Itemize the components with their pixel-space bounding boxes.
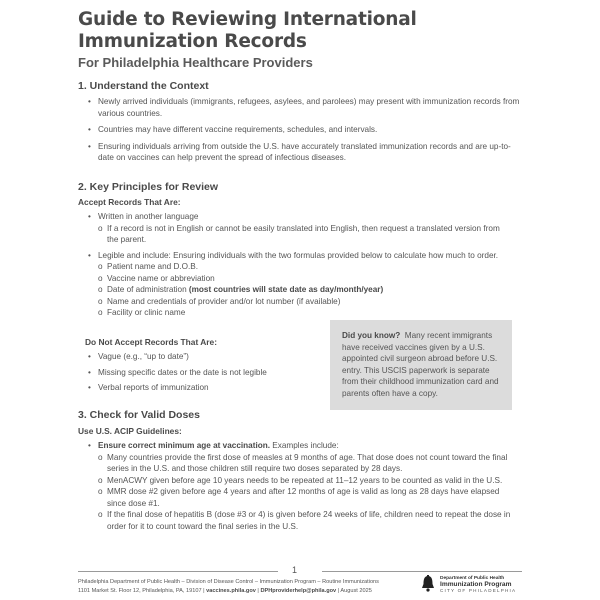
sub-item: o MMR dose #2 given before age 4 years and after 12 months of age is valid as long as 28 days have elapsed bbox=[98, 487, 500, 496]
section-3-list bbox=[98, 440, 524, 532]
list-item bbox=[98, 211, 524, 246]
sub-item-text: Name and credentials of provider and/or lot number (if available) bbox=[107, 296, 341, 306]
sub-item: o Name and credentials of provider and/or lot number (if available) bbox=[98, 296, 341, 306]
sub-item-text: Vaccine name or abbreviation bbox=[107, 273, 215, 283]
list-item: • Ensuring individuals arriving from outside the U.S. have accurately translated immunization records and are up-to-date on vaccines can help prevent the spread of infectious diseases. bbox=[98, 141, 524, 164]
sub-item-text: series in the U.S. and those children still require two doses separated by 28 days. bbox=[107, 464, 403, 473]
footer-address: 1101 Market St. Floor 12, Philadelphia, PA, 19107 | bbox=[78, 588, 207, 594]
section-2-heading: 2. Key Principles for Review bbox=[78, 181, 219, 193]
page-subtitle: For Philadelphia Healthcare Providers bbox=[78, 55, 313, 70]
immunization-program-logo bbox=[420, 574, 520, 594]
sub-item: o If a record is not in English or cannot be easily translated into English, then request a translated version from bbox=[98, 223, 500, 233]
footer-separator: | bbox=[255, 588, 261, 594]
section-3-heading: 3. Check for Valid Doses bbox=[78, 409, 200, 421]
guidelines-heading: Use U.S. ACIP Guidelines: bbox=[78, 426, 182, 436]
footer-email-link[interactable]: DPHproviderhelp@phila.gov bbox=[260, 588, 337, 594]
list-item: • Vague (e.g., “up to date”) bbox=[98, 351, 323, 363]
list-item: • Newly arrived individuals (immigrants, refugees, asylees, and parolees) may present with immunization records from various countries. bbox=[98, 96, 524, 119]
logo-dept: Department of Public Health bbox=[440, 576, 505, 581]
section-1-list bbox=[98, 96, 524, 164]
sub-item: o Vaccine name or abbreviation bbox=[98, 273, 215, 283]
footer-website-link[interactable]: vaccines.phila.gov bbox=[206, 588, 256, 594]
sub-item-text: Patient name and D.O.B. bbox=[107, 262, 199, 271]
logo-city: CITY OF PHILADELPHIA bbox=[440, 588, 517, 593]
sub-item-text: order for it to count toward the final series in the U.S. bbox=[107, 521, 299, 531]
sub-item-text: Many countries provide the first dose of measles at 9 months of age. That dose does not count toward the final bbox=[107, 452, 508, 462]
footer-divider-left bbox=[78, 571, 278, 572]
title-line-2: Immunization Records bbox=[78, 31, 307, 52]
footer-line-2 bbox=[78, 587, 379, 596]
accept-b1-text: • Written in another language bbox=[98, 212, 199, 221]
sub-item-text: Facility or clinic name bbox=[107, 308, 186, 317]
list-item: • Verbal reports of immunization bbox=[98, 382, 323, 394]
s3-b1-bold: Ensure correct minimum age at vaccination. bbox=[98, 441, 270, 450]
sub-item-text: If the final dose of hepatitis B (dose #3 or 4) is given before 24 weeks of life, children need to repeat the dose in bbox=[107, 510, 511, 519]
liberty-bell-icon bbox=[420, 575, 436, 593]
reject-heading: Do Not Accept Records That Are: bbox=[85, 337, 217, 347]
s3-b1 bbox=[98, 440, 524, 452]
sub-item-text: MMR dose #2 given before age 4 years and after 12 months of age is valid as long as 28 days have elapsed bbox=[107, 487, 500, 496]
sub-item-text: the parent. bbox=[107, 235, 147, 244]
title-line-1: Guide to Reviewing International bbox=[78, 9, 417, 30]
sub-item-text: MenACWY given before age 10 years needs to be repeated at 11–12 years to be counted as valid in the U.S. bbox=[107, 475, 503, 485]
page-title bbox=[78, 9, 417, 53]
list-item bbox=[98, 440, 524, 532]
logo-program: Immunization Program bbox=[440, 581, 512, 588]
callout-body: Many recent immigrants have received vaccines given by a U.S. appointed civil surgeon abroad before U.S. entry. This USCIS paperwork is separate from their childhood immunization card and parents often have a copy. bbox=[342, 331, 499, 398]
footer-line-1: Philadelphia Department of Public Health – Division of Disease Control – Immunization Program – Routine Immunizations bbox=[78, 579, 379, 585]
s3-b1-rest: Examples include: bbox=[270, 441, 339, 450]
sub-item: o MenACWY given before age 10 years needs to be repeated at 11–12 years to be counted as valid in the U.S. bbox=[98, 475, 503, 485]
accept-list bbox=[98, 211, 524, 319]
accept-heading: Accept Records That Are: bbox=[78, 197, 181, 207]
list-item bbox=[98, 250, 524, 319]
sub-item: o Patient name and D.O.B. bbox=[98, 262, 199, 271]
reject-list bbox=[98, 351, 323, 394]
sub-item: o Date of administration (most countries will state date as day/month/year) bbox=[98, 285, 384, 294]
sub-item: o Facility or clinic name bbox=[98, 308, 186, 317]
did-you-know-callout bbox=[330, 320, 512, 410]
sub-item-text: Date of administration bbox=[107, 285, 189, 294]
sub-item-text: since dose #1. bbox=[107, 498, 160, 508]
date-format-note: (most countries will state date as day/month/year) bbox=[188, 285, 384, 294]
sub-item-text: If a record is not in English or cannot be easily translated into English, then request a translated version from bbox=[107, 223, 500, 233]
sub-item: o Many countries provide the first dose of measles at 9 months of age. That dose does not count toward the final bbox=[98, 452, 508, 462]
page-number: 1 bbox=[292, 565, 298, 575]
accept-b2-text: • Legible and include: Ensuring individuals with the two formulas provided below to calculate how much to order. bbox=[98, 250, 499, 260]
footer-date: | August 2025 bbox=[336, 588, 372, 594]
section-1-heading: 1. Understand the Context bbox=[78, 80, 209, 92]
sub-item: o If the final dose of hepatitis B (dose #3 or 4) is given before 24 weeks of life, children need to repeat the dose in bbox=[98, 510, 511, 519]
footer-divider-right bbox=[322, 571, 522, 572]
list-item: • Countries may have different vaccine requirements, schedules, and intervals. bbox=[98, 124, 524, 136]
footer bbox=[78, 578, 379, 596]
list-item: • Missing specific dates or the date is not legible bbox=[98, 367, 323, 379]
callout-lead: Did you know? bbox=[342, 331, 401, 340]
